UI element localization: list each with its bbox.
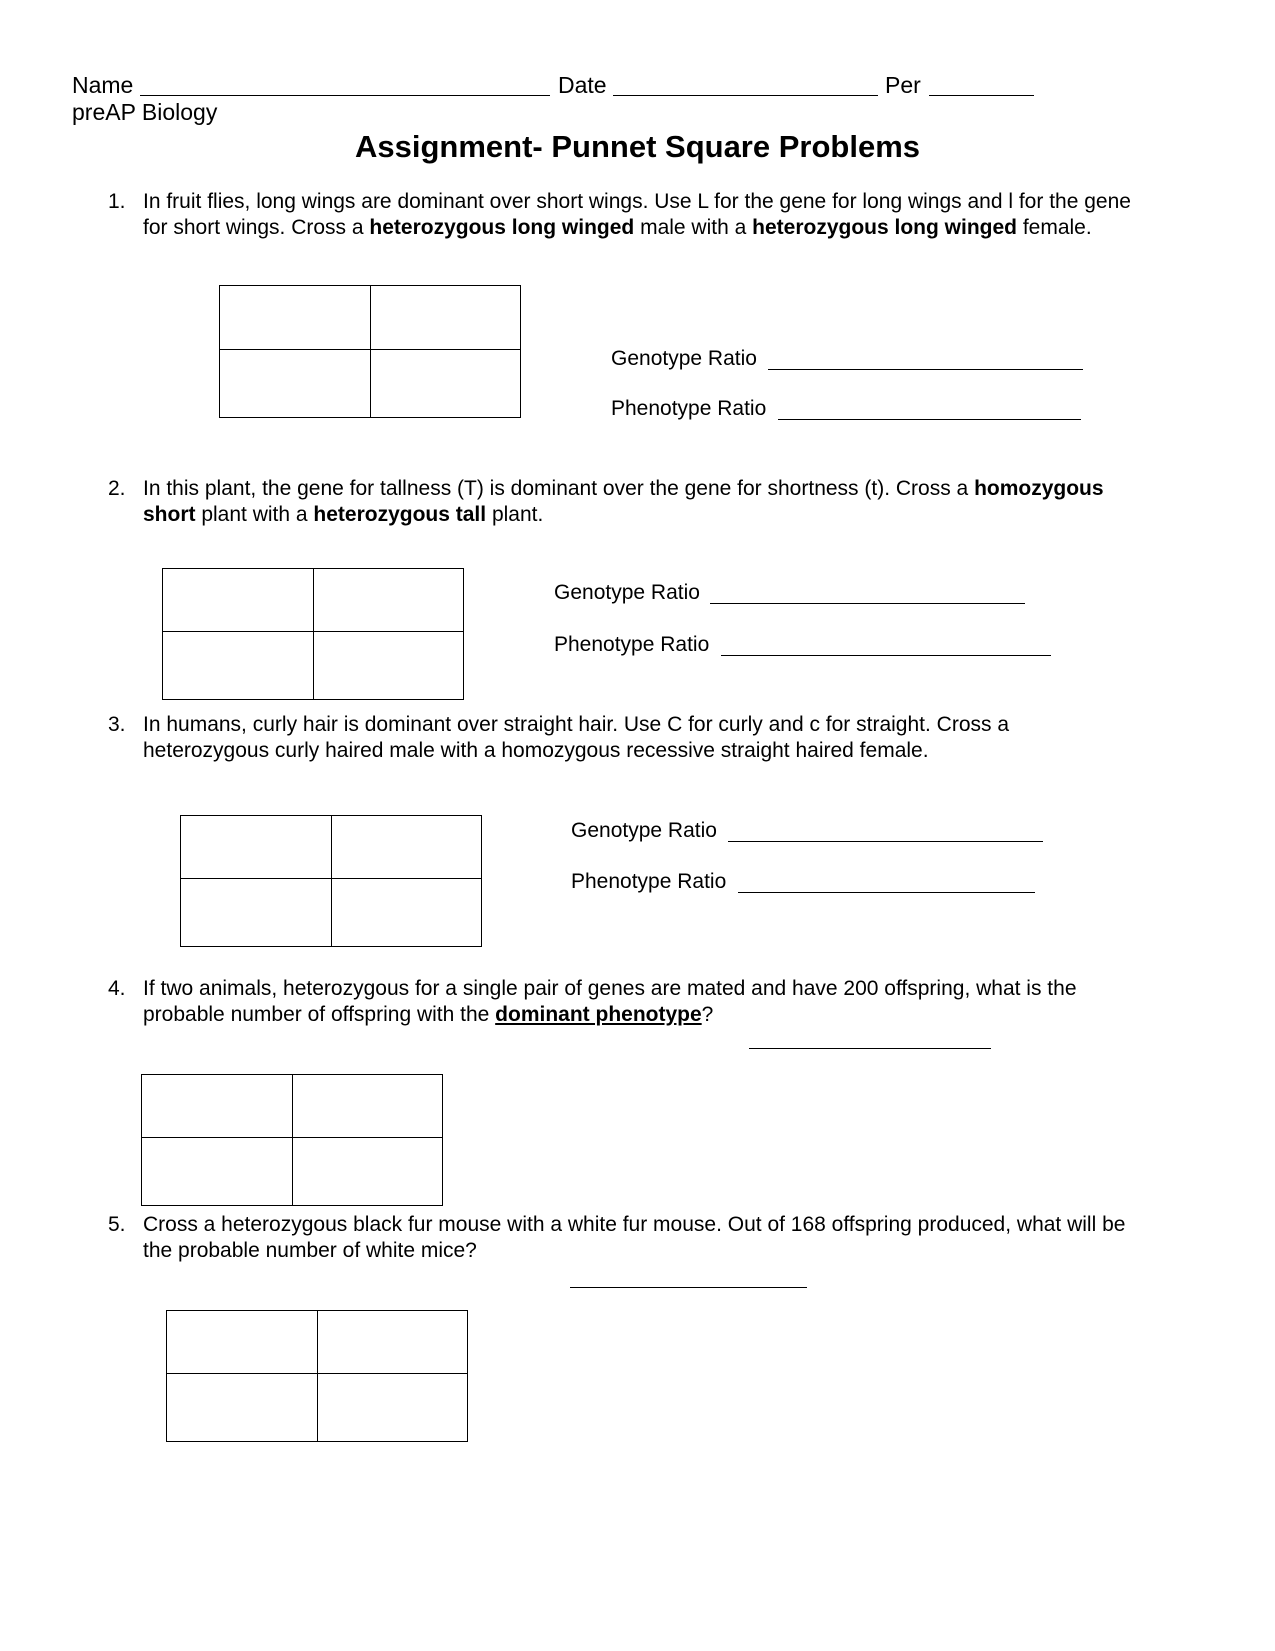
question-1-text: In fruit flies, long wings are dominant over short wings. Use L for the gene for long wings and l for the gene for short wings. Cross a heterozygous long winged male with a heterozygous long winged female. <box>143 190 1131 239</box>
phenotype-ratio-field-1[interactable] <box>778 419 1081 420</box>
genotype-ratio-label-1: Genotype Ratio <box>611 347 757 370</box>
genotype-ratio-field-3[interactable] <box>728 841 1043 842</box>
genotype-ratio-label-3: Genotype Ratio <box>571 819 717 842</box>
phenotype-ratio-label-1: Phenotype Ratio <box>611 397 767 420</box>
question-5-number: 5. <box>108 1213 126 1236</box>
page-title: Assignment- Punnet Square Problems <box>355 129 920 164</box>
phenotype-ratio-field-3[interactable] <box>738 892 1035 893</box>
per-field[interactable] <box>929 95 1034 96</box>
punnett-square-3[interactable] <box>180 815 482 947</box>
punnett-divider-horizontal <box>220 349 520 350</box>
genotype-ratio-label-2: Genotype Ratio <box>554 581 700 604</box>
punnett-square-5[interactable] <box>166 1310 468 1442</box>
punnett-divider-horizontal <box>167 1373 467 1374</box>
question-2-number: 2. <box>108 477 126 500</box>
date-field[interactable] <box>613 95 878 96</box>
punnett-divider-horizontal <box>181 878 481 879</box>
question-4-text: If two animals, heterozygous for a single pair of genes are mated and have 200 offspring, what is the probable number of offspring with the dominant phenotype? <box>143 977 1077 1026</box>
question-3-number: 3. <box>108 713 126 736</box>
punnett-divider-vertical <box>313 569 314 699</box>
course-label: preAP Biology <box>72 99 218 125</box>
per-label: Per <box>885 72 921 98</box>
date-label: Date <box>558 72 607 98</box>
punnett-divider-vertical <box>370 286 371 417</box>
question-2-text: In this plant, the gene for tallness (T) is dominant over the gene for shortness (t). Cross a homozygous short plant with a heterozygous tall plant. <box>143 477 1104 526</box>
phenotype-ratio-field-2[interactable] <box>721 655 1051 656</box>
punnett-divider-horizontal <box>163 631 463 632</box>
genotype-ratio-field-1[interactable] <box>768 369 1083 370</box>
punnett-divider-horizontal <box>142 1137 442 1138</box>
answer-field-4[interactable] <box>749 1048 991 1049</box>
name-label: Name <box>72 72 134 98</box>
phenotype-ratio-label-2: Phenotype Ratio <box>554 633 710 656</box>
phenotype-ratio-label-3: Phenotype Ratio <box>571 870 727 893</box>
question-5-text: Cross a heterozygous black fur mouse with a white fur mouse. Out of 168 offspring produced, what will be the probable number of white mice? <box>143 1213 1126 1262</box>
punnett-square-2[interactable] <box>162 568 464 700</box>
punnett-divider-vertical <box>331 816 332 946</box>
punnett-square-4[interactable] <box>141 1074 443 1206</box>
question-3-text: In humans, curly hair is dominant over straight hair. Use C for curly and c for straight. Cross a heterozygous curly haired male with a homozygous recessive straight haired female. <box>143 713 1010 762</box>
punnett-square-1[interactable] <box>219 285 521 418</box>
punnett-divider-vertical <box>292 1075 293 1205</box>
answer-field-5[interactable] <box>570 1287 807 1288</box>
question-4-number: 4. <box>108 977 126 1000</box>
punnett-divider-vertical <box>317 1311 318 1441</box>
name-field[interactable] <box>140 95 550 96</box>
genotype-ratio-field-2[interactable] <box>710 603 1025 604</box>
question-1-number: 1. <box>108 190 126 213</box>
